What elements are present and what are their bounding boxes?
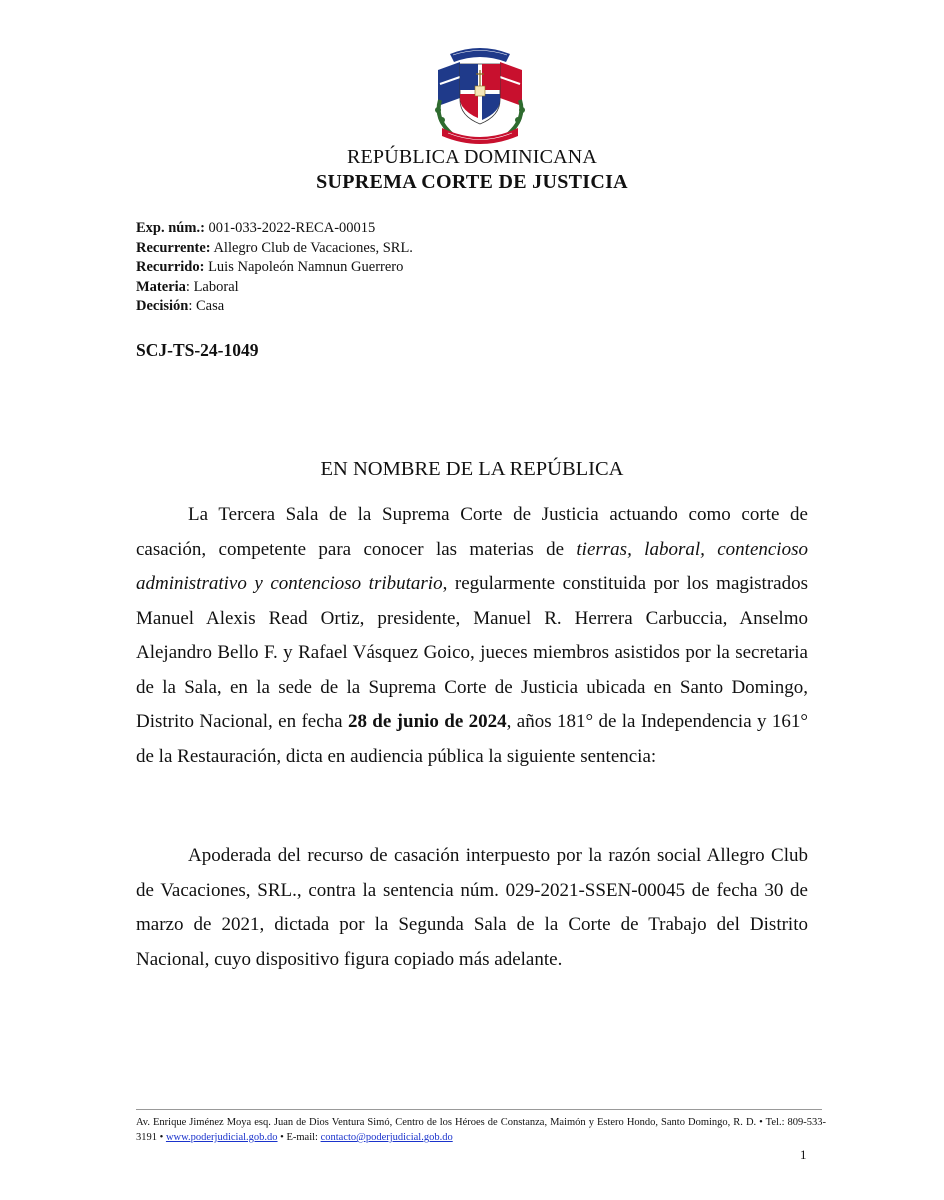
paragraph-appeal: Apoderada del recurso de casación interpuesto por la razón social Allegro Club de Vacaciones, SRL., contra la sentencia núm. 029-2021-SSEN-00045 de fecha 30 de marzo de 2021, dictada por la Segunda Sala de la Corte de Trabajo del Distrito Nacional, cuyo dispositivo figura copiado más adelante.	[136, 845, 808, 970]
recurrido-row	[136, 258, 413, 278]
recurrente-value: Allegro Club de Vacaciones, SRL.	[210, 239, 413, 256]
decision-label: Decisión	[136, 298, 189, 314]
exp-label: Exp. núm.:	[136, 220, 205, 236]
paragraph-court-composition	[136, 498, 808, 774]
page-number: 1	[800, 1147, 807, 1162]
footer-divider	[136, 1109, 822, 1110]
sentence-code: SCJ-TS-24-1049	[136, 340, 259, 360]
footer	[136, 1115, 826, 1145]
country-heading: REPÚBLICA DOMINICANA	[346, 146, 598, 168]
court-heading: SUPREMA CORTE DE JUSTICIA	[316, 171, 628, 193]
p1-materias-italic: tierras, laboral, contencioso administrativo y contencioso tributario	[136, 538, 808, 594]
footer-email-label: • E-mail:	[277, 1132, 321, 1143]
decision-value: : Casa	[188, 298, 225, 314]
materia-label: Materia	[136, 278, 186, 295]
p1-text-c: , regularmente constituida por los magistrados Manuel Alexis Read Ortiz, presidente, Manuel R. Herrera Carbuccia, Anselmo Alejandro Bello F. y Rafael Vásquez Goico, jueces miembros asistidos por la secretaria de la Sala, en la sede de la Suprema Corte de Justicia ubicada en Santo Domingo, Distrito Nacional, en fecha	[136, 573, 808, 732]
p1-date-bold: 28 de junio de 2024	[347, 711, 507, 732]
p1-text-e: , años 181° de la Independencia y 161° de la Restauración, dicta en audiencia pública la siguiente sentencia:	[136, 711, 808, 767]
exp-row	[136, 219, 413, 239]
materia-value: : Laboral	[185, 278, 239, 295]
recurrido-label: Recurrido:	[136, 259, 205, 275]
footer-address: Av. Enrique Jiménez Moya esq. Juan de Dios Ventura Simó, Centro de los Héroes de Constanza, Maimón y Estero Hondo, Santo Domingo, R. D. • Tel.: 809-533-3191 •	[136, 1117, 826, 1143]
materia-row	[136, 278, 413, 298]
section-title: EN NOMBRE DE LA REPÚBLICA	[320, 458, 624, 480]
recurrente-row	[136, 239, 413, 259]
coat-of-arms-icon	[420, 40, 540, 150]
exp-value: 001-033-2022-RECA-00015	[204, 220, 376, 236]
recurrido-value: Luis Napoleón Namnun Guerrero	[204, 259, 404, 275]
decision-row	[136, 297, 413, 317]
email-link[interactable]: contacto@poderjudicial.gob.do	[320, 1132, 453, 1143]
website-link[interactable]: www.poderjudicial.gob.do	[165, 1132, 278, 1143]
case-metadata	[136, 219, 413, 317]
p1-text-a: La Tercera Sala de la Suprema Corte de Justicia actuando como corte de casación, competente para conocer las materias de	[136, 504, 808, 560]
recurrente-label: Recurrente:	[136, 239, 211, 256]
